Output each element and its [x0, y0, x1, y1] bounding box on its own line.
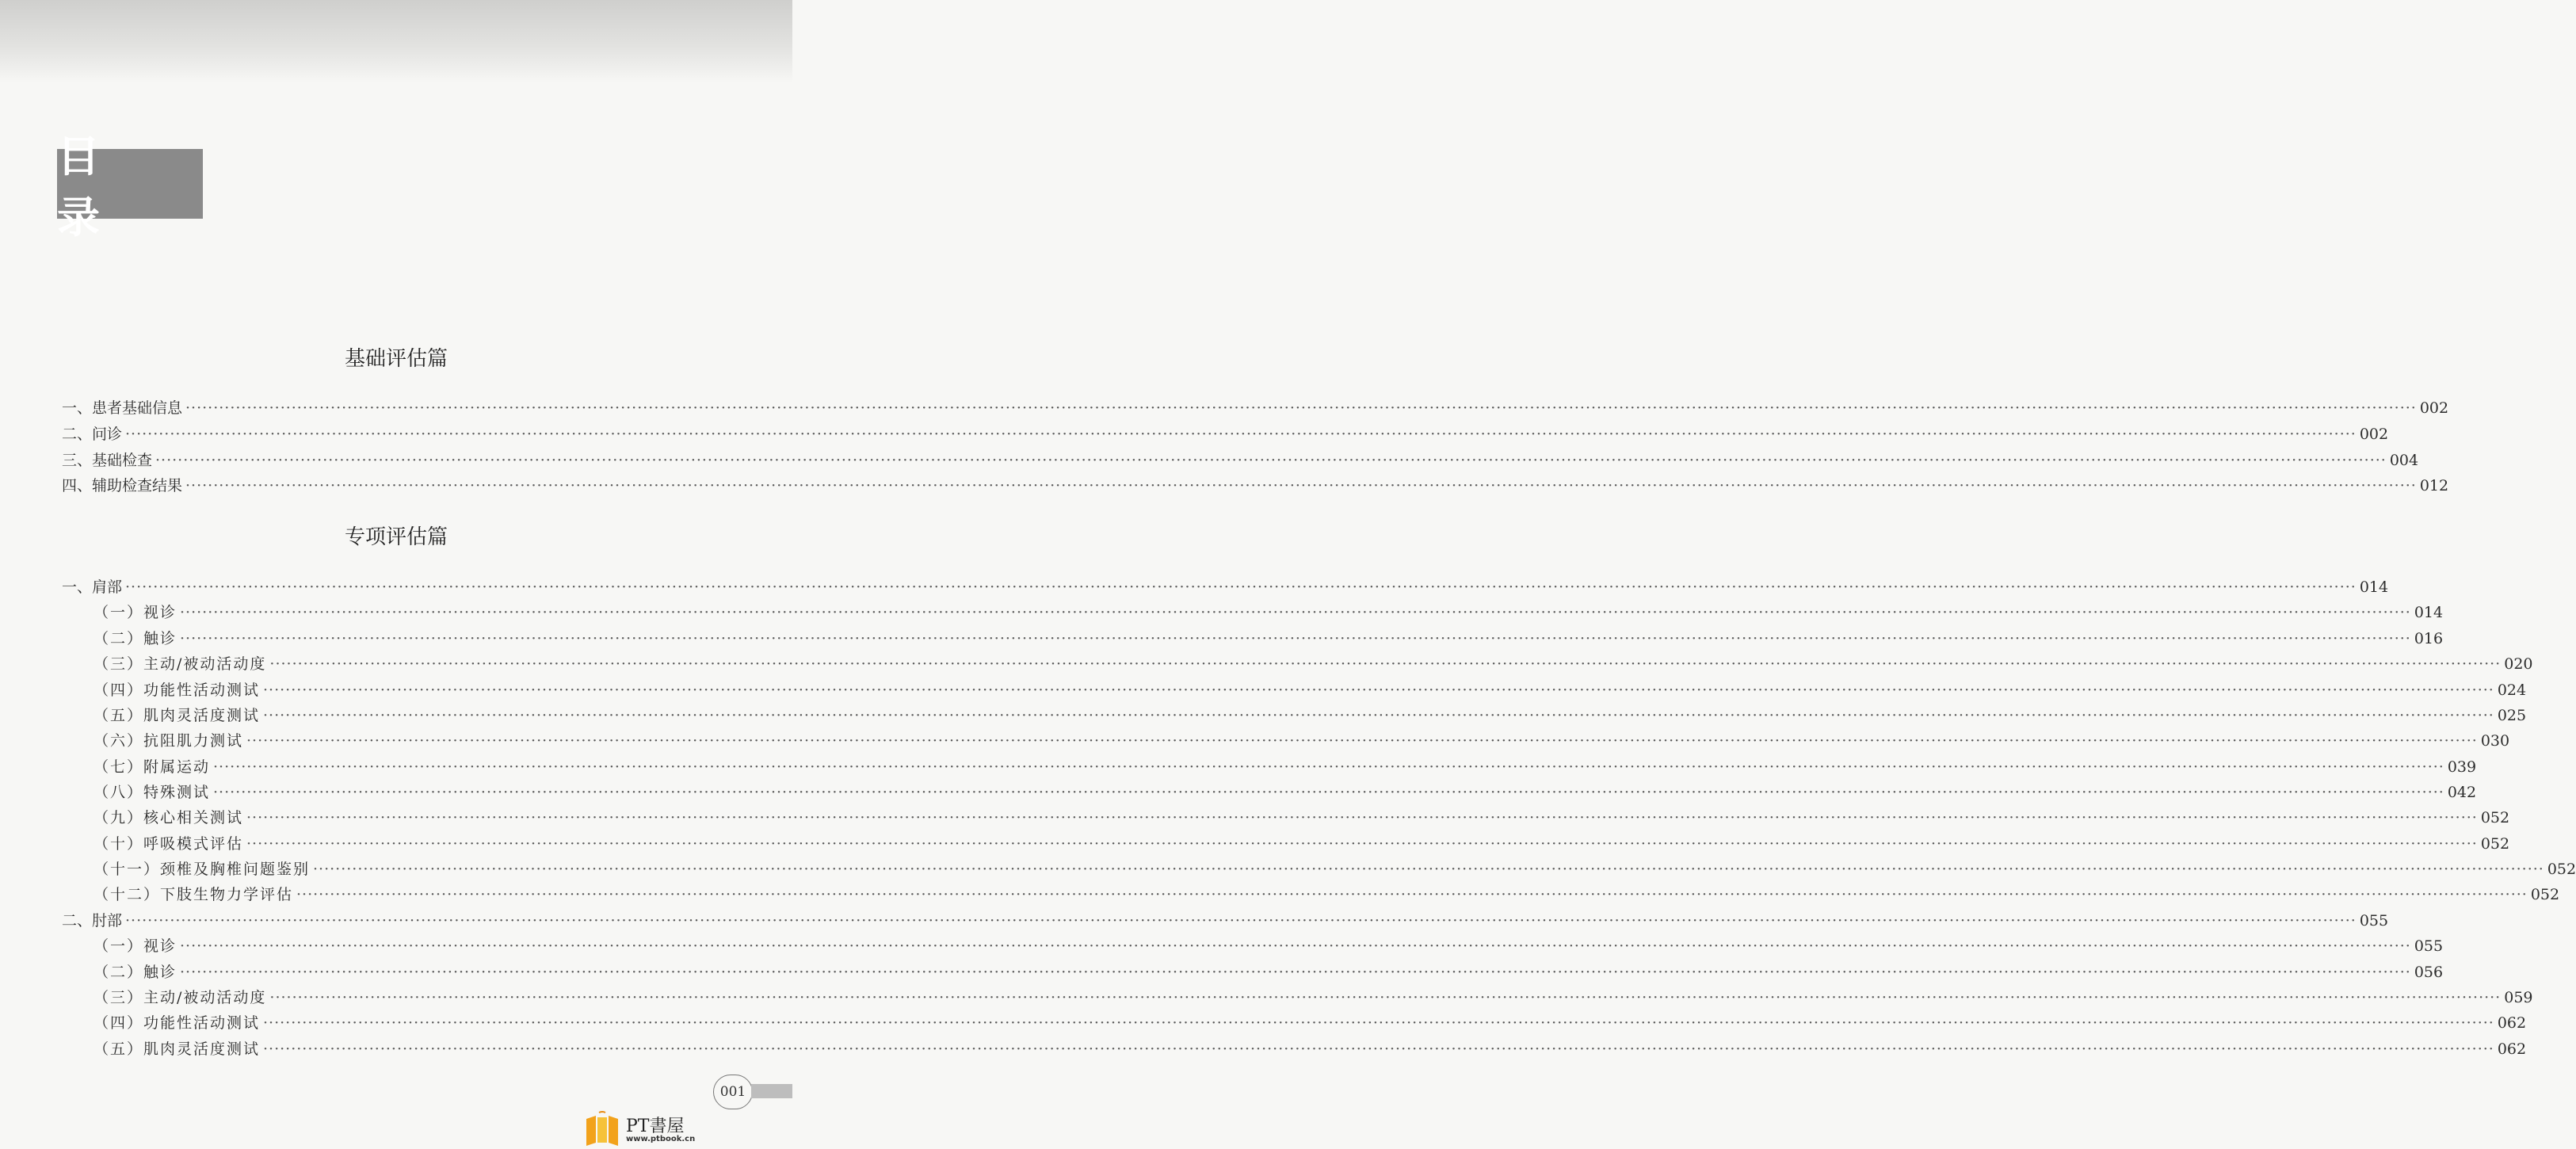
toc-entry[interactable]	[62, 396, 2449, 420]
leader-dots: ················································································································································································································································································································································································································	[180, 937, 2411, 955]
leader-dots: ················································································································································································································································································································································································································	[246, 835, 2478, 853]
leader-dots: ················································································································································································································································································································································································································	[263, 681, 2494, 699]
leader-dots: ················································································································································································································································································································································································································	[313, 861, 2544, 878]
leader-dots: ················································································································································································································································································································································································································	[125, 426, 2357, 443]
toc-entry[interactable]	[93, 704, 2527, 727]
section-heading: 基础评估篇	[344, 347, 448, 371]
page-top-shadow	[0, 0, 792, 83]
leader-dots: ················································································································································································································································································································································································································	[263, 1014, 2494, 1032]
toc-entry-label: 四、辅助检查结果	[62, 477, 183, 494]
toc-entry-page: 052	[2530, 886, 2560, 903]
logo-text: PT書屋	[626, 1117, 685, 1136]
toc-entry-page: 039	[2447, 758, 2477, 776]
leader-dots: ················································································································································································································································································································································································································	[213, 758, 2444, 776]
toc-entry-label: （五）肌肉灵活度测试	[93, 1040, 261, 1058]
leader-dots: ················································································································································································································································································································································································································	[180, 604, 2411, 621]
toc-entry[interactable]	[93, 1011, 2527, 1035]
toc-entry-page: 016	[2414, 630, 2444, 647]
toc-entry[interactable]	[93, 652, 2533, 676]
toc-entry-page: 020	[2504, 655, 2533, 673]
leader-dots: ················································································································································································································································································································································································································	[185, 399, 2417, 417]
toc-entry-page: 014	[2359, 578, 2389, 596]
toc-entry-page: 014	[2414, 604, 2444, 621]
toc-entry-page: 062	[2497, 1040, 2527, 1058]
toc-entry-page: 056	[2414, 964, 2444, 981]
toc-entry[interactable]	[93, 755, 2477, 779]
toc-entry[interactable]	[93, 781, 2477, 804]
toc-entry-page: 024	[2497, 681, 2527, 699]
leader-dots: ················································································································································································································································································································································································································	[263, 707, 2494, 724]
toc-entry-label: （三）主动/被动活动度	[93, 989, 267, 1006]
toc-entry[interactable]	[93, 806, 2510, 830]
toc-entry-label: （一）视诊	[93, 937, 177, 955]
toc-entry-label: 一、肩部	[62, 578, 123, 596]
toc-entry[interactable]	[93, 678, 2527, 702]
toc-entry-page: 055	[2414, 937, 2444, 955]
toc-entry-label: （四）功能性活动测试	[93, 681, 261, 699]
toc-entry-label: （七）附属运动	[93, 758, 211, 776]
toc-entry-label: （十）呼吸模式评估	[93, 835, 244, 853]
toc-entry-page: 025	[2497, 707, 2527, 724]
toc-entry[interactable]	[93, 601, 2444, 624]
toc-entry-label: 二、问诊	[62, 426, 123, 443]
toc-entry[interactable]	[93, 986, 2533, 1010]
toc-entry-label: （六）抗阻肌力测试	[93, 732, 244, 750]
page-number-badge	[713, 1075, 753, 1109]
toc-entry-label: （四）功能性活动测试	[93, 1014, 261, 1032]
toc-entry[interactable]	[93, 1037, 2527, 1061]
toc-entry-label: （三）主动/被动活动度	[93, 655, 267, 673]
toc-entry-page: 052	[2547, 861, 2576, 878]
leader-dots: ················································································································································································································································································································································································································	[296, 886, 2528, 903]
logo-url: www.ptbook.cn	[626, 1135, 696, 1143]
leader-dots: ················································································································································································································································································································································································································	[125, 912, 2357, 930]
leader-dots: ················································································································································································································································································································································································································	[269, 989, 2502, 1006]
toc-entry[interactable]	[93, 729, 2510, 753]
toc-entry[interactable]	[62, 575, 2389, 599]
leader-dots: ················································································································································································································································································································································································································	[125, 578, 2357, 596]
toc-entry[interactable]	[93, 960, 2444, 984]
toc-entry-page: 002	[2419, 399, 2449, 417]
toc-entry-page: 059	[2504, 989, 2533, 1006]
toc-entry[interactable]	[62, 422, 2389, 446]
page-edge-tab	[751, 1084, 792, 1098]
toc-entry-page: 055	[2359, 912, 2389, 930]
toc-entry-page: 030	[2480, 732, 2510, 750]
toc-entry[interactable]	[93, 934, 2444, 958]
toc-entry-page: 052	[2480, 835, 2510, 853]
toc-entry-page: 052	[2480, 809, 2510, 826]
toc-entry-page: 004	[2389, 452, 2419, 469]
toc-entry[interactable]	[93, 857, 2576, 881]
toc-entry-label: 三、基础检查	[62, 452, 153, 469]
toc-entry-page: 002	[2359, 426, 2389, 443]
toc-entry-label: （九）核心相关测试	[93, 809, 244, 826]
leader-dots: ················································································································································································································································································································································································································	[263, 1040, 2494, 1058]
toc-entry-page: 042	[2447, 784, 2477, 801]
toc-entry[interactable]	[62, 909, 2389, 933]
toc-entry-label: 二、肘部	[62, 912, 123, 930]
toc-entry[interactable]	[62, 474, 2449, 498]
leader-dots: ················································································································································································································································································································································································································	[213, 784, 2444, 801]
toc-entry-label: （十一）颈椎及胸椎问题鉴别	[93, 861, 311, 878]
toc-entry-page: 012	[2419, 477, 2449, 494]
toc-entry[interactable]	[93, 627, 2444, 651]
toc-entry-page: 062	[2497, 1014, 2527, 1032]
toc-entry[interactable]	[93, 832, 2510, 856]
toc-entry-label: 一、患者基础信息	[62, 399, 183, 417]
toc-entry-label: （五）肌肉灵活度测试	[93, 707, 261, 724]
page-number: 001	[719, 1084, 746, 1100]
leader-dots: ················································································································································································································································································································································································································	[155, 452, 2387, 469]
toc-entry-label: （二）触诊	[93, 964, 177, 981]
leader-dots: ················································································································································································································································································································································································································	[180, 630, 2411, 647]
toc-entry-label: （一）视诊	[93, 604, 177, 621]
toc-entry-label: （十二）下肢生物力学评估	[93, 886, 294, 903]
leader-dots: ················································································································································································································································································································································································································	[180, 964, 2411, 981]
toc-entry[interactable]	[93, 883, 2560, 907]
toc-entry-label: （八）特殊测试	[93, 784, 211, 801]
leader-dots: ················································································································································································································································································································································································································	[185, 477, 2417, 494]
toc-title: 目 录	[57, 132, 212, 242]
toc-entry-label: （二）触诊	[93, 630, 177, 647]
toc-title-box	[57, 132, 212, 242]
toc-entry[interactable]	[62, 449, 2419, 472]
leader-dots: ················································································································································································································································································································································································································	[246, 809, 2478, 826]
section-heading: 专项评估篇	[344, 525, 448, 549]
leader-dots: ················································································································································································································································································································································································································	[269, 655, 2502, 673]
leader-dots: ················································································································································································································································································································································································································	[246, 732, 2478, 750]
